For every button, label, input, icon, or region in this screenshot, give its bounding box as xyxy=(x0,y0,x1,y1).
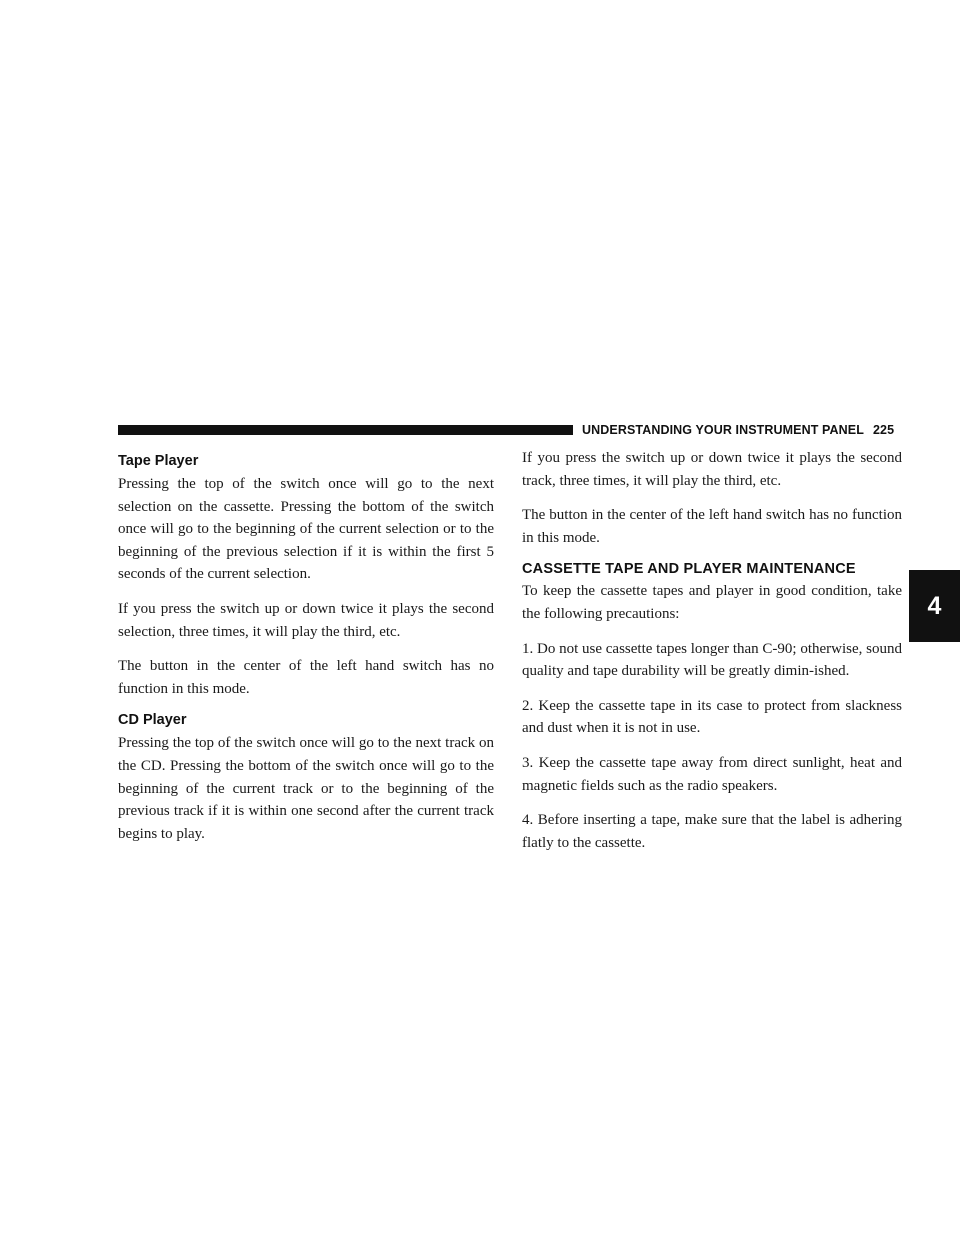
maintenance-item: 1. Do not use cassette tapes longer than C-90; otherwise, sound quality and tape durability will be greatly dimin-ished. xyxy=(522,640,902,680)
maintenance-heading: CASSETTE TAPE AND PLAYER MAINTENANCE xyxy=(522,561,856,578)
tape-paragraph-1: Pressing the top of the switch once will go to the next selection on the cassette. Pressing the bottom of the switch once will go to the beginning of the current selection or to the beginning of the previous selection if it is within the first 5 seconds of the current selection. xyxy=(118,476,494,583)
header-rule xyxy=(118,425,573,435)
cd-paragraph-3: The button in the center of the left hand switch has no function in this mode. xyxy=(522,507,902,546)
tape-paragraph-3: The button in the center of the left hand switch has no function in this mode. xyxy=(118,658,494,697)
header-title: UNDERSTANDING YOUR INSTRUMENT PANEL xyxy=(582,423,864,437)
cd-paragraph-2: If you press the switch up or down twice it plays the second track, three times, it will play the third, etc. xyxy=(522,450,902,489)
tape-player-heading: Tape Player xyxy=(118,453,199,469)
maintenance-item: 4. Before inserting a tape, make sure that the label is adhering flatly to the cassette. xyxy=(522,812,902,851)
chapter-tab: 4 xyxy=(909,570,960,642)
page-number: 225 xyxy=(872,423,895,437)
maintenance-item: 3. Keep the cassette tape away from direct sunlight, heat and magnetic fields such as the radio speakers. xyxy=(522,754,902,794)
running-header xyxy=(582,421,902,439)
right-column xyxy=(522,447,902,866)
tape-paragraph-2: If you press the switch up or down twice it plays the second selection, three times, it will play the third, etc. xyxy=(118,600,494,640)
left-column xyxy=(118,452,494,857)
maintenance-intro: To keep the cassette tapes and player in good condition, take the following precautions: xyxy=(522,583,902,622)
maintenance-item: 2. Keep the cassette tape in its case to protect from slackness and dust when it is not in use. xyxy=(522,697,902,737)
cd-player-heading: CD Player xyxy=(118,712,187,729)
cd-paragraph-1: Pressing the top of the switch once will go to the next track on the CD. Pressing the bottom of the switch once will go to the beginning of the current track or to the beginning of the previous track if it is within one second after the current track begins to play. xyxy=(118,735,494,842)
